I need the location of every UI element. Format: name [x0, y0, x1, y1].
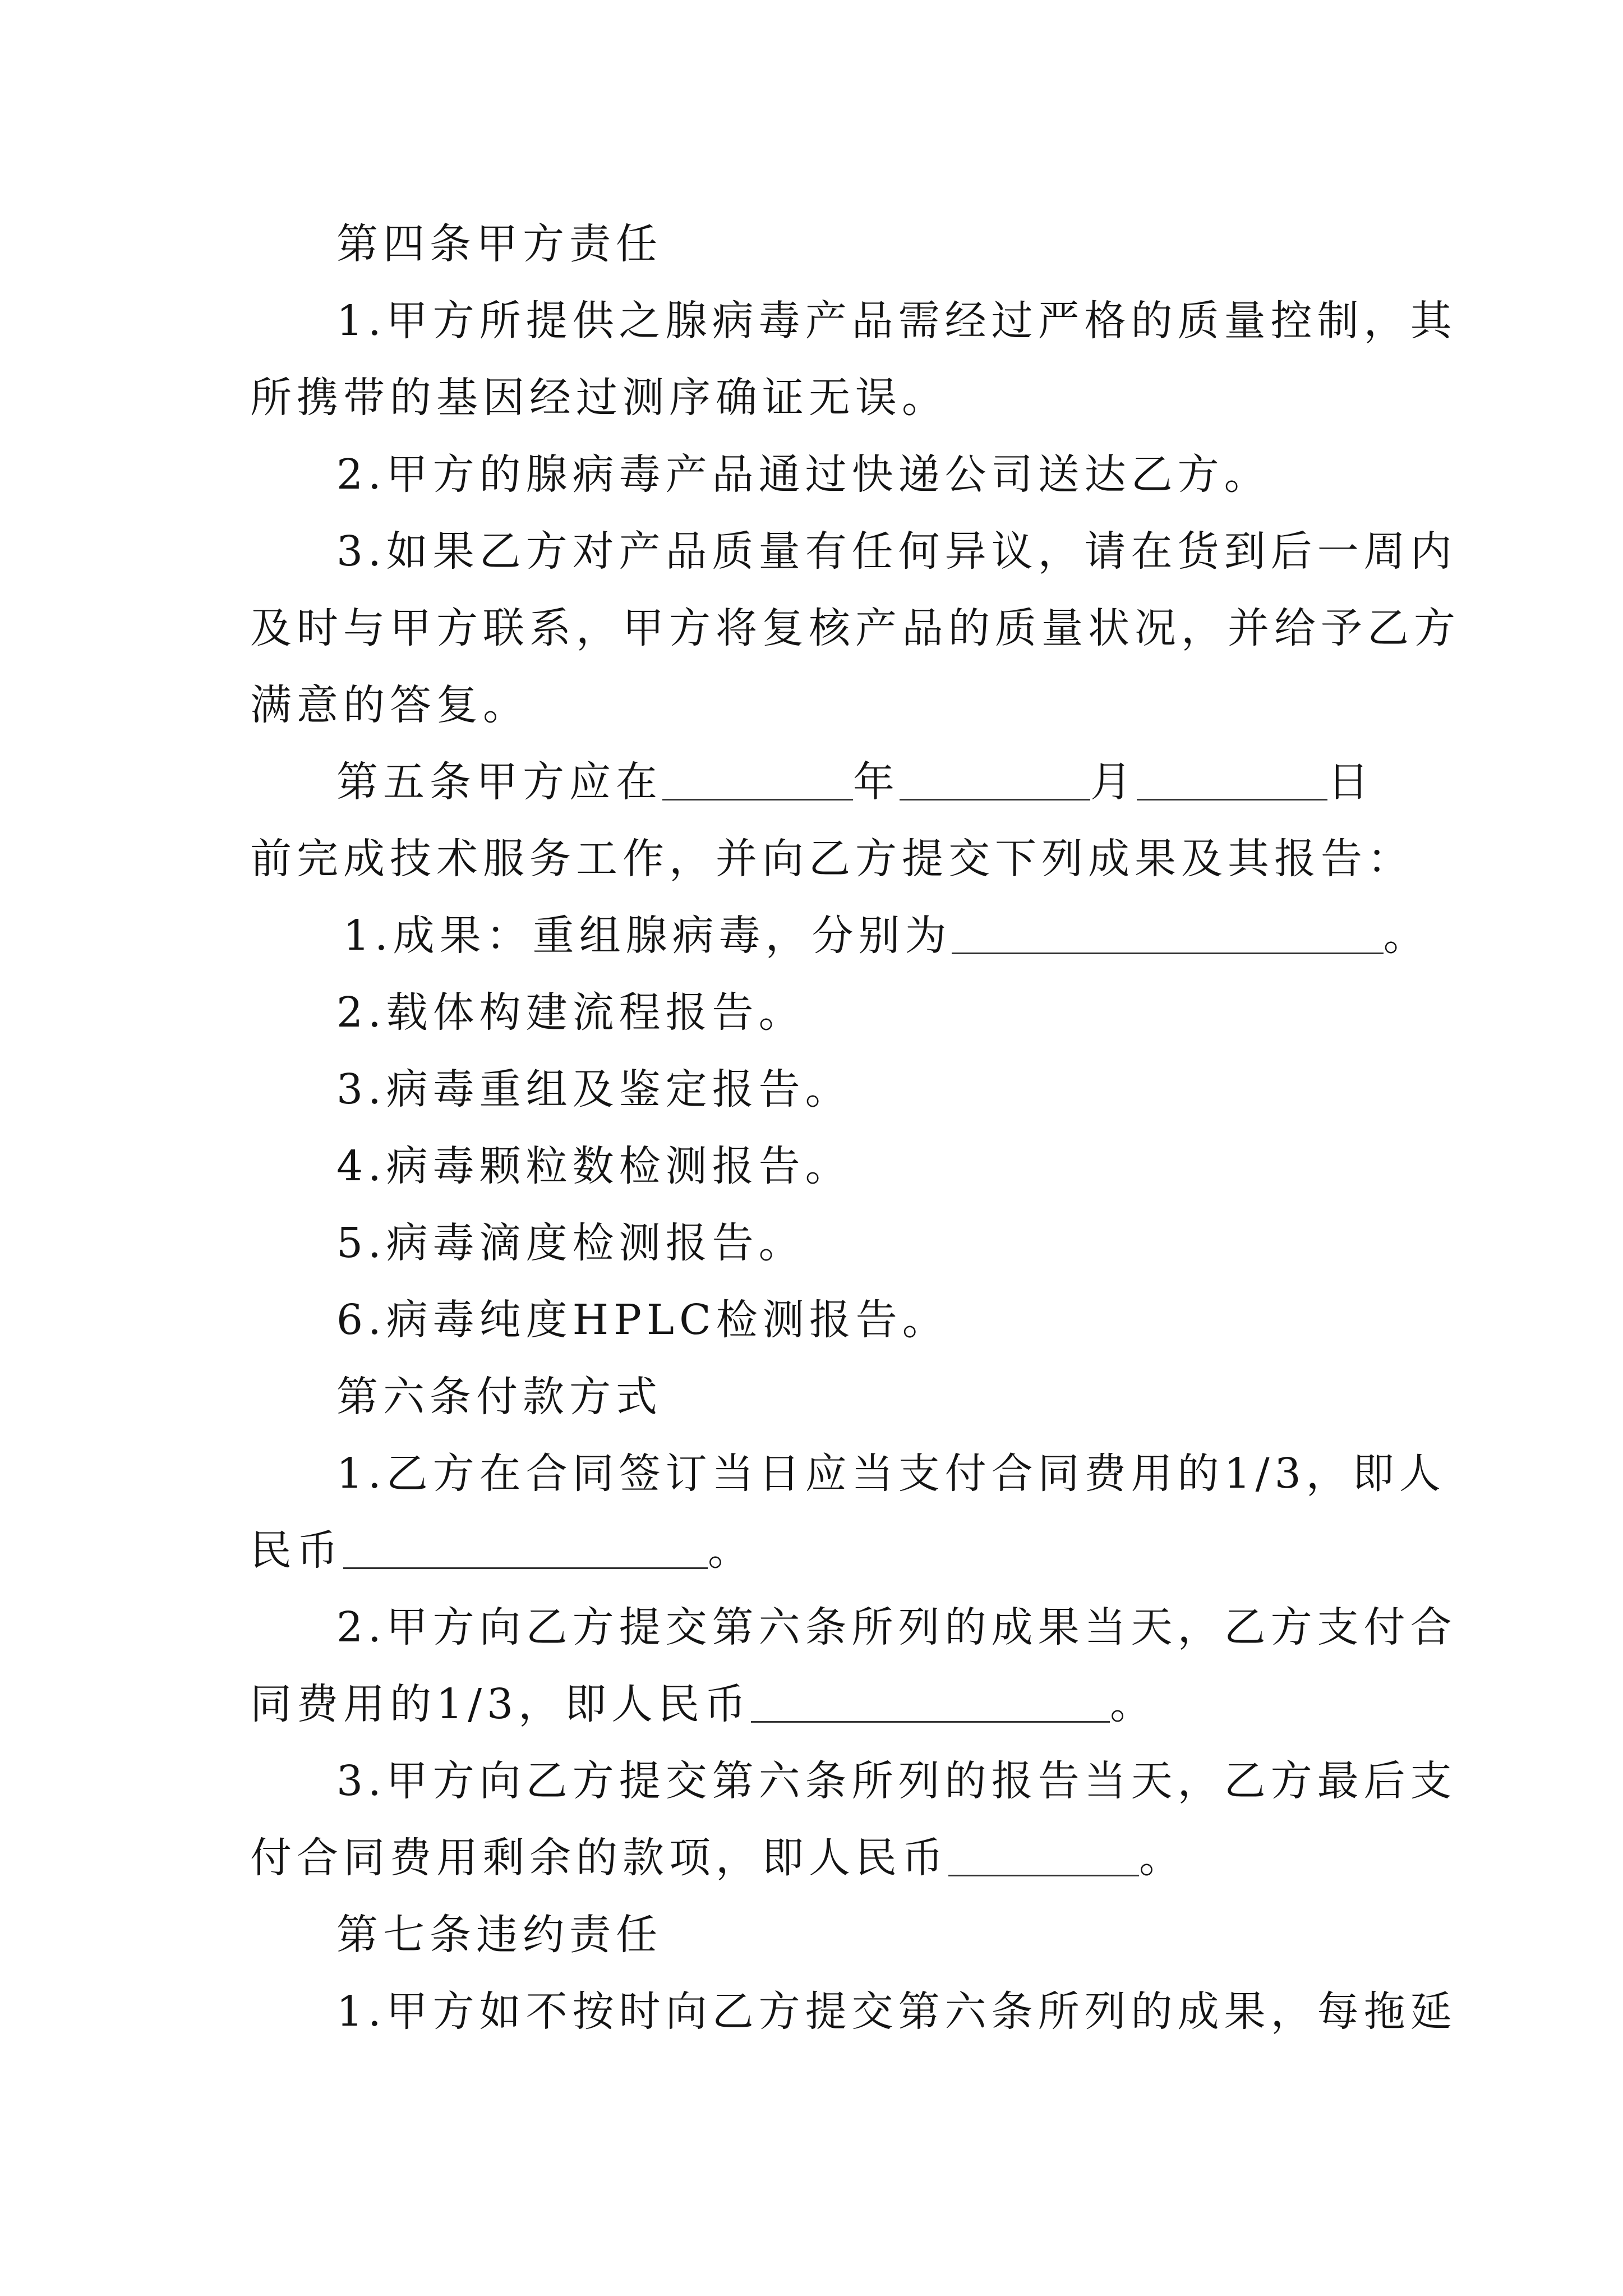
year-label: 年 — [853, 758, 900, 806]
first-payment-blank — [343, 1530, 708, 1569]
day-blank — [1137, 762, 1327, 800]
article-6-item-3-line-2 — [250, 1834, 1186, 1882]
article-5-item-5: 5.病毒滴度检测报告。 — [336, 1219, 805, 1267]
article-6-item-1-line-2 — [250, 1526, 754, 1575]
article-7-item-1-line-1: 1.甲方如不按时向乙方提交第六条所列的成果，每拖延 — [336, 1987, 1457, 2036]
article-5-item-1-suffix: 。 — [1383, 912, 1430, 960]
article-5-item-1-prefix: 1.成果：重组腺病毒，分别为 — [343, 912, 952, 960]
adenovirus-list-blank — [952, 915, 1384, 954]
article-5-item-2: 2.载体构建流程报告。 — [336, 988, 805, 1037]
article-6-item-1-prefix: 民币 — [250, 1526, 343, 1575]
article-6-item-2-line-1: 2.甲方向乙方提交第六条所列的成果当天，乙方支付合 — [336, 1603, 1457, 1651]
article-6-item-2-prefix: 同费用的1/3，即人民币 — [250, 1680, 751, 1728]
article-5-intro-prefix: 第五条甲方应在 — [336, 758, 662, 806]
article-6-title: 第六条付款方式 — [336, 1373, 662, 1421]
article-6-item-2-line-2 — [250, 1680, 1157, 1728]
article-5-intro-line-2: 前完成技术服务工作，并向乙方提交下列成果及其报告： — [250, 835, 1414, 883]
final-payment-blank — [948, 1838, 1139, 1876]
article-5-item-1 — [343, 912, 1430, 960]
article-6-item-1-suffix: 。 — [708, 1526, 754, 1575]
article-7-title: 第七条违约责任 — [336, 1911, 662, 1959]
article-4-item-3-line-2: 及时与甲方联系，甲方将复核产品的质量状况，并给予乙方 — [250, 604, 1460, 652]
month-label: 月 — [1090, 758, 1137, 806]
article-6-item-3-suffix: 。 — [1139, 1834, 1186, 1882]
article-4-item-1-line-1: 1.甲方所提供之腺病毒产品需经过严格的质量控制，其 — [336, 297, 1457, 345]
article-5-item-6: 6.病毒纯度HPLC检测报告。 — [336, 1296, 949, 1344]
article-4-item-1-line-2: 所携带的基因经过测序确证无误。 — [250, 374, 948, 422]
article-5-item-4: 4.病毒颗粒数检测报告。 — [336, 1142, 852, 1190]
article-4-item-2: 2.甲方的腺病毒产品通过快递公司送达乙方。 — [336, 450, 1271, 499]
article-4-item-3-line-1: 3.如果乙方对产品质量有任何异议，请在货到后一周内 — [336, 527, 1457, 576]
article-6-item-3-line-1: 3.甲方向乙方提交第六条所列的报告当天，乙方最后支 — [336, 1757, 1457, 1805]
article-6-item-3-prefix: 付合同费用剩余的款项，即人民币 — [250, 1834, 948, 1882]
article-4-item-3-line-3: 满意的答复。 — [250, 681, 529, 729]
article-5-item-3: 3.病毒重组及鉴定报告。 — [336, 1065, 852, 1114]
second-payment-blank — [751, 1684, 1110, 1723]
year-blank — [662, 762, 853, 800]
month-blank — [900, 762, 1090, 800]
article-6-item-1-line-1: 1.乙方在合同签订当日应当支付合同费用的1/3，即人 — [336, 1450, 1446, 1498]
article-4-title: 第四条甲方责任 — [336, 220, 662, 268]
day-label: 日 — [1327, 758, 1374, 806]
article-6-item-2-suffix: 。 — [1110, 1680, 1157, 1728]
article-5-intro-line-1 — [336, 758, 1374, 806]
